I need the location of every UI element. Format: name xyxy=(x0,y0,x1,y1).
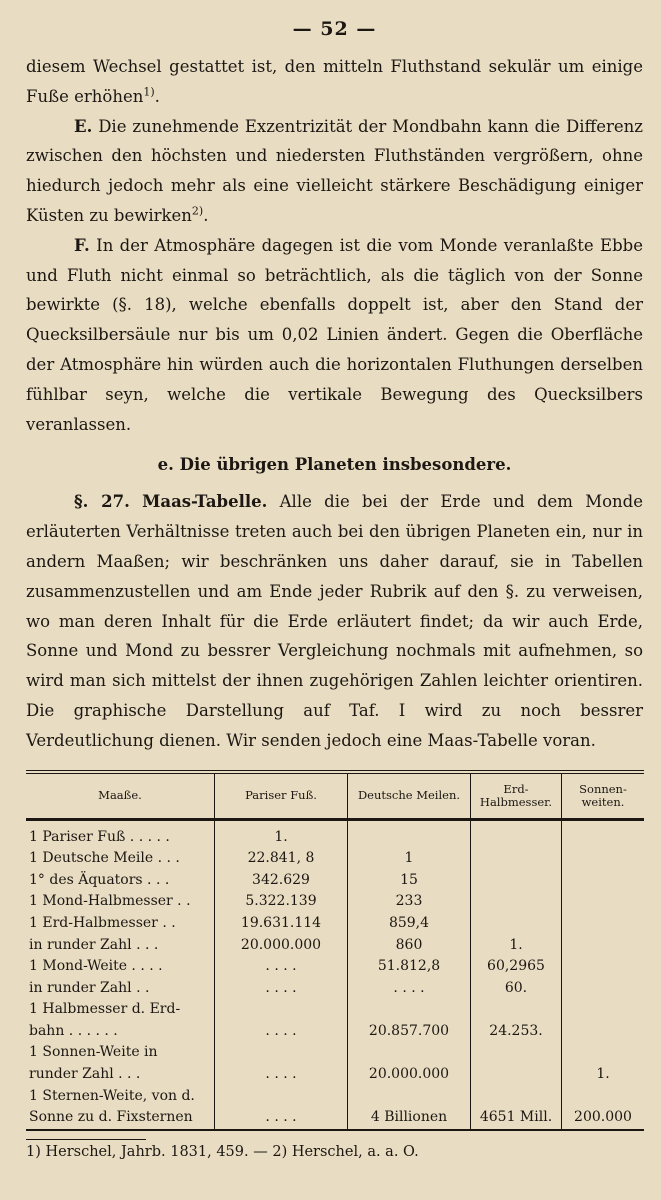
paragraph-lead: E. xyxy=(74,116,93,136)
cell-erd: 4651 Mill. xyxy=(471,1107,562,1130)
cell-erd xyxy=(471,848,562,870)
cell-pariser: . . . . xyxy=(215,1107,348,1130)
cell-erd xyxy=(471,891,562,913)
cell-sonnen xyxy=(562,999,645,1021)
cell-meilen: 51.812,8 xyxy=(348,956,471,978)
cell-meilen xyxy=(348,819,471,848)
table-row xyxy=(26,819,644,848)
header-maase: Maaße. xyxy=(26,772,215,820)
paragraph-text: Die zunehmende Exzentrizität der Mondbahn kann die Differenz zwischen den höchsten und niedersten Fluthständen vergrößern, ohne hiedurch jedoch mehr als eine vielleicht stärkere Beschädigung einiger Küsten zu bewirken xyxy=(26,116,643,225)
cell-pariser: . . . . xyxy=(215,1021,348,1043)
paragraph-lead-title: Maas-Tabelle. xyxy=(142,492,268,512)
punctuation: . xyxy=(203,205,209,225)
cell-meilen: 1 xyxy=(348,848,471,870)
cell-sonnen xyxy=(562,891,645,913)
cell-pariser: 342.629 xyxy=(215,870,348,892)
table-row xyxy=(26,978,644,1000)
footnote: 1) Herschel, Jahrb. 1831, 459. — 2) Herschel, a. a. O. xyxy=(26,1143,419,1160)
cell-erd xyxy=(471,1064,562,1086)
cell-sonnen xyxy=(562,848,645,870)
footnote-ref[interactable]: 1) xyxy=(143,85,155,99)
row-label: 1° des Äquators . . . xyxy=(29,871,170,888)
table-body xyxy=(26,819,644,1130)
paragraph-lead: §. 27. xyxy=(74,492,130,512)
row-label: 1 Sternen-Weite, von d. xyxy=(29,1087,195,1104)
cell-meilen: 20.857.700 xyxy=(348,1021,471,1043)
table-row xyxy=(26,1107,644,1130)
cell-meilen xyxy=(348,1042,471,1064)
header-pariser: Pariser Fuß. xyxy=(215,772,348,820)
cell-sonnen xyxy=(562,1086,645,1108)
row-label: 1 Erd-Halbmesser . . xyxy=(29,914,176,931)
cell-sonnen xyxy=(562,1021,645,1043)
punctuation: . xyxy=(154,86,160,106)
cell-erd xyxy=(471,1086,562,1108)
row-label: runder Zahl . . . xyxy=(29,1066,141,1083)
row-label: 1 Mond-Halbmesser . . xyxy=(29,893,191,910)
table-row xyxy=(26,935,644,957)
cell-pariser: . . . . xyxy=(215,1064,348,1086)
row-label: 1 Halbmesser d. Erd- xyxy=(29,1001,181,1018)
cell-pariser xyxy=(215,1042,348,1064)
section-title: e. Die übrigen Planeten insbesondere. xyxy=(157,455,512,475)
header-erd: Erd-Halbmesser. xyxy=(471,772,562,820)
table-row xyxy=(26,1021,644,1043)
footnote-ref[interactable]: 2) xyxy=(191,204,204,218)
cell-pariser: 5.322.139 xyxy=(215,891,348,913)
cell-erd: 60. xyxy=(471,978,562,1000)
page-number: — 52 — xyxy=(292,18,377,40)
row-label: in runder Zahl . . . xyxy=(29,936,159,953)
table-row xyxy=(26,1042,644,1064)
cell-sonnen xyxy=(562,956,645,978)
cell-sonnen xyxy=(562,819,645,848)
cell-pariser: 1. xyxy=(215,819,348,848)
cell-sonnen xyxy=(562,978,645,1000)
cell-meilen: 859,4 xyxy=(348,913,471,935)
cell-sonnen xyxy=(562,913,645,935)
cell-meilen xyxy=(348,999,471,1021)
cell-sonnen xyxy=(562,1042,645,1064)
cell-pariser xyxy=(215,1086,348,1108)
footnote-rule xyxy=(26,1139,146,1140)
row-label: 1 Mond-Weite . . . . xyxy=(29,958,163,975)
cell-pariser: . . . . xyxy=(215,956,348,978)
cell-meilen: 233 xyxy=(348,891,471,913)
cell-sonnen: 1. xyxy=(562,1064,645,1086)
cell-meilen: 4 Billionen xyxy=(348,1107,471,1130)
cell-meilen: . . . . xyxy=(348,978,471,1000)
cell-erd xyxy=(471,819,562,848)
cell-sonnen xyxy=(562,870,645,892)
cell-erd xyxy=(471,870,562,892)
paragraph-f xyxy=(26,231,643,440)
paragraph-27 xyxy=(26,487,643,755)
paragraph-lead: F. xyxy=(74,235,90,255)
paragraph-text: Alle die bei der Erde und dem Monde erläuterten Verhältnisse treten auch bei den übrigen Planeten ein, nur in andern Maaßen; wir beschränken uns daher darauf, sie in Tabellen zusammenzustellen und am Ende jeder Rubrik auf den §. zu verweisen, wo man deren Inhalt für die Erde erläutert findet; da wir auch Erde, Sonne und Mond zu bessrer Vergleichung nochmals mit aufnehmen, so wird man sich mittelst der ihnen zugehörigen Zahlen leichter orientiren. Die graphische Darstellung auf Taf. I wird zu noch bessrer Verdeutlichung dienen. Wir senden jedoch eine Maas-Tabelle voran. xyxy=(26,492,643,750)
cell-erd: 1. xyxy=(471,935,562,957)
cell-pariser: 19.631.114 xyxy=(215,913,348,935)
cell-meilen: 20.000.000 xyxy=(348,1064,471,1086)
paragraph-continuation xyxy=(26,52,643,112)
cell-erd xyxy=(471,999,562,1021)
paragraph-text: In der Atmosphäre dagegen ist die vom Monde veranlaßte Ebbe und Fluth nicht einmal so beträchtlich, als die täglich von der Sonne bewirkte (§. 18), welche ebenfalls doppelt ist, aber den Stand der Quecksilbersäule nur bis um 0,02 Linien ändert. Gegen die Oberfläche der Atmosphäre hin würden auch die horizontalen Fluthungen derselben fühlbar seyn, welche die vertikale Bewegung des Quecksilbers veranlassen. xyxy=(26,235,643,434)
cell-erd: 24.253. xyxy=(471,1021,562,1043)
cell-erd: 60,2965 xyxy=(471,956,562,978)
row-label: in runder Zahl . . xyxy=(29,979,150,996)
header-sonnen: Sonnen-weiten. xyxy=(562,772,645,820)
row-label: 1 Sonnen-Weite in xyxy=(29,1044,158,1061)
table-row xyxy=(26,1086,644,1108)
table-header-row xyxy=(26,772,644,820)
maas-table xyxy=(26,770,644,1131)
row-label: bahn . . . . . . xyxy=(29,1022,118,1039)
paragraph-e xyxy=(26,112,643,231)
cell-pariser: 22.841, 8 xyxy=(215,848,348,870)
cell-pariser: 20.000.000 xyxy=(215,935,348,957)
cell-sonnen: 200.000 xyxy=(562,1107,645,1130)
cell-pariser: . . . . xyxy=(215,978,348,1000)
table-row xyxy=(26,999,644,1021)
cell-erd xyxy=(471,913,562,935)
table-row xyxy=(26,1064,644,1086)
cell-meilen: 860 xyxy=(348,935,471,957)
cell-erd xyxy=(471,1042,562,1064)
header-meilen: Deutsche Meilen. xyxy=(348,772,471,820)
cell-pariser xyxy=(215,999,348,1021)
row-label: Sonne zu d. Fixsternen xyxy=(26,1107,215,1130)
cell-meilen: 15 xyxy=(348,870,471,892)
table-row xyxy=(26,870,644,892)
cell-meilen xyxy=(348,1086,471,1108)
row-label: 1 Pariser Fuß . . . . . xyxy=(29,828,170,845)
table-row xyxy=(26,956,644,978)
table-row xyxy=(26,848,644,870)
table-row xyxy=(26,891,644,913)
row-label: 1 Deutsche Meile . . . xyxy=(29,850,180,867)
table-row xyxy=(26,913,644,935)
cell-sonnen xyxy=(562,935,645,957)
paragraph-text: diesem Wechsel gestattet ist, den mitteln Fluthstand sekulär um einige Fuße erhöhen xyxy=(26,57,643,106)
